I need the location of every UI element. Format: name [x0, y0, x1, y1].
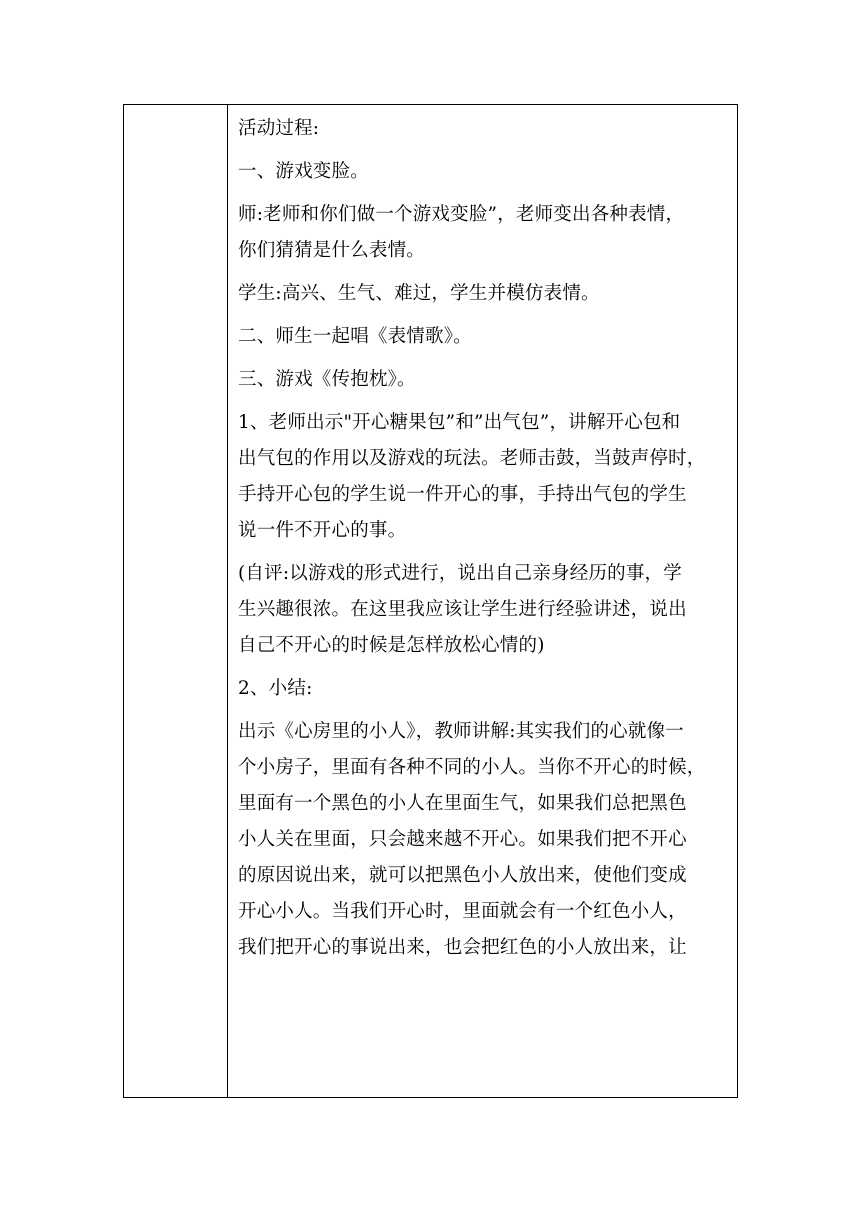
paragraph-student-response — [238, 276, 731, 312]
table-left-cell — [124, 105, 228, 1097]
text-line: 一、游戏变脸。 — [238, 161, 369, 182]
text-line: 里面有一个黑色的小人在里面生气，如果我们总把黑色 — [238, 793, 687, 814]
text-line: 小人关在里面，只会越来越不开心。如果我们把不开心 — [238, 829, 687, 850]
text-line: 你们猜猜是什么表情。 — [238, 240, 426, 261]
text-line: 三、游戏《传抱枕》。 — [238, 369, 416, 390]
text-line: 二、师生一起唱《表情歌》。 — [238, 326, 472, 347]
document-table — [123, 104, 738, 1098]
text-line: 1、老师出示"开心糖果包”和”出气包”，讲解开心包和 — [238, 412, 681, 433]
text-line: 手持开心包的学生说一件开心的事，手持出气包的学生 — [238, 484, 687, 505]
text-line: 活动过程: — [238, 118, 320, 139]
text-line: (自评:以游戏的形式进行，说出自己亲身经历的事，学 — [238, 563, 682, 584]
paragraph-section-3-heading — [238, 362, 731, 398]
paragraph-game-instructions — [238, 405, 731, 549]
text-line: 自己不开心的时候是怎样放松心情的) — [238, 635, 545, 656]
text-line: 学生:高兴、生气、难过，学生并模仿表情。 — [238, 283, 600, 304]
paragraph-activity-process — [238, 111, 731, 147]
paragraph-section-2-heading — [238, 319, 731, 355]
text-line: 2、小结: — [238, 678, 313, 699]
paragraph-teacher-instruction — [238, 197, 731, 269]
paragraph-summary-body — [238, 714, 731, 966]
text-line: 开心小人。当我们开心时，里面就会有一个红色小人， — [238, 901, 687, 922]
text-line: 个小房子，里面有各种不同的小人。当你不开心的时候， — [238, 757, 706, 778]
text-line: 生兴趣很浓。在这里我应该让学生进行经验讲述，说出 — [238, 599, 687, 620]
paragraph-summary-heading — [238, 671, 731, 707]
text-line: 出气包的作用以及游戏的玩法。老师击鼓，当鼓声停时， — [238, 448, 706, 469]
text-line: 我们把开心的事说出来，也会把红色的小人放出来，让 — [238, 937, 687, 958]
paragraph-self-evaluation — [238, 556, 731, 664]
text-line: 出示《心房里的小人》，教师讲解:其实我们的心就像一 — [238, 721, 684, 742]
paragraph-section-1-heading — [238, 154, 731, 190]
table-content-cell — [228, 105, 737, 1097]
text-line: 的原因说出来，就可以把黑色小人放出来，使他们变成 — [238, 865, 687, 886]
text-line: 说一件不开心的事。 — [238, 520, 407, 541]
text-line: 师:老师和你们做一个游戏变脸”，老师变出各种表情， — [238, 204, 685, 225]
